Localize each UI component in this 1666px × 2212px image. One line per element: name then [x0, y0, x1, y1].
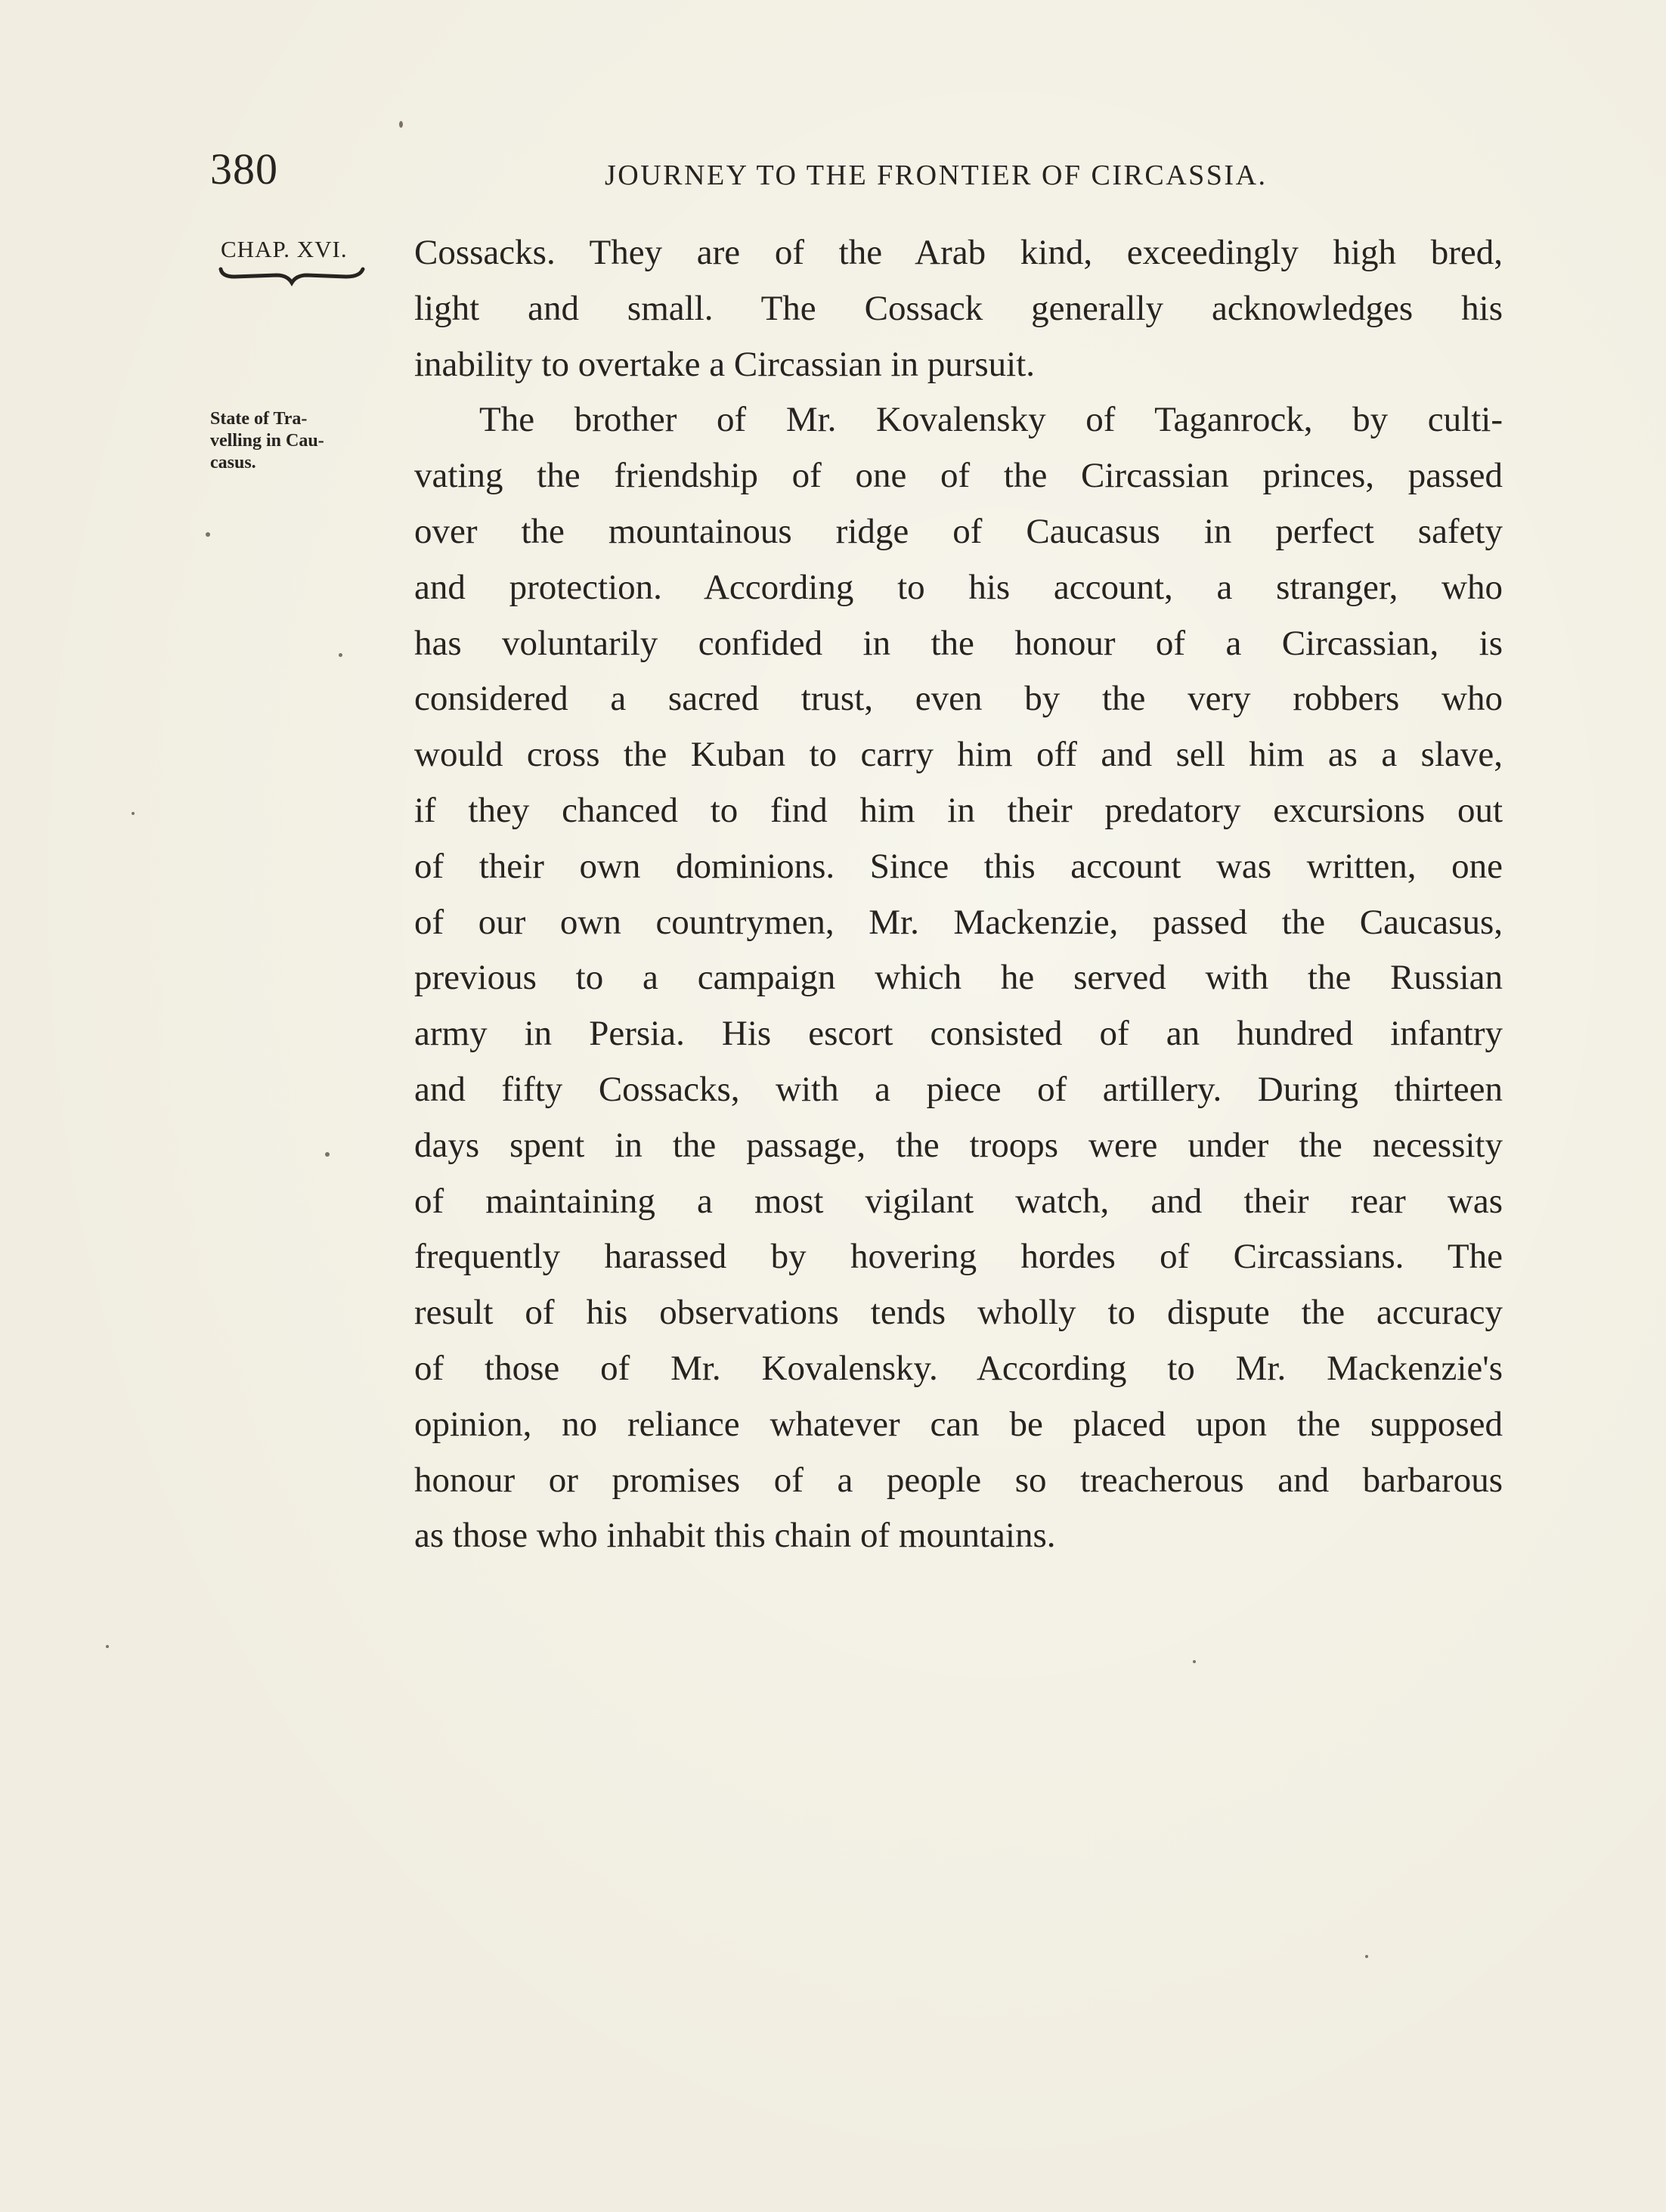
paper-speck [1365, 1955, 1368, 1958]
paper-speck [132, 812, 135, 815]
paper-speck [325, 1152, 330, 1157]
margin-note [210, 408, 376, 474]
paper-speck [399, 121, 403, 128]
text-line: over the mountainous ridge of Caucasus in perfect safety [414, 511, 1503, 551]
paper-speck [206, 532, 210, 537]
text-line: and protection. According to his account, a stranger, who [414, 567, 1503, 607]
text-line: honour or promises of a people so treacherous and barbarous [414, 1460, 1503, 1500]
text-line: of those of Mr. Kovalensky. According to Mr. Mackenzie's [414, 1348, 1503, 1388]
body-text [414, 225, 1503, 1564]
text-line: light and small. The Cossack generally acknowledges his [414, 288, 1503, 328]
text-line: vating the friendship of one of the Circassian princes, passed [414, 456, 1503, 496]
text-line: frequently harassed by hovering hordes of Circassians. The [414, 1237, 1503, 1277]
text-line: previous to a campaign which he served with the Russian [414, 958, 1503, 998]
text-line: and fifty Cossacks, with a piece of artillery. During thirteen [414, 1069, 1503, 1109]
text-line: Cossacks. They are of the Arab kind, exceedingly high bred, [414, 233, 1503, 272]
text-line: as those who inhabit this chain of mountains. [414, 1516, 1056, 1556]
text-line: of our own countrymen, Mr. Mackenzie, passed the Caucasus, [414, 902, 1503, 942]
chapter-brace-ornament [218, 266, 369, 292]
paper-speck [339, 653, 342, 657]
chapter-label: CHAP. XVI. [221, 236, 348, 262]
text-line: would cross the Kuban to carry him off and sell him as a slave, [414, 735, 1503, 775]
text-line: of their own dominions. Since this account was written, one [414, 846, 1503, 886]
running-head: JOURNEY TO THE FRONTIER OF CIRCASSIA. [605, 160, 1268, 191]
text-line: result of his observations tends wholly to dispute the accuracy [414, 1293, 1503, 1333]
paragraph-first-line: The brother of Mr. Kovalensky of Taganrock, by culti- [479, 400, 1503, 440]
margin-note-line: State of Tra- [210, 409, 308, 429]
text-line: opinion, no reliance whatever can be placed upon the supposed [414, 1404, 1503, 1444]
text-line: inability to overtake a Circassian in pursuit. [414, 344, 1036, 384]
page-number: 380 [210, 144, 278, 194]
paper-speck [106, 1645, 109, 1648]
paper-speck [1193, 1660, 1196, 1663]
text-line: army in Persia. His escort consisted of an hundred infantry [414, 1014, 1503, 1054]
margin-note-line: velling in Cau- [210, 431, 324, 451]
text-line: days spent in the passage, the troops were under the necessity [414, 1125, 1503, 1165]
margin-note-line: casus. [210, 453, 256, 472]
text-line: if they chanced to find him in their predatory excursions out [414, 790, 1503, 830]
text-line: considered a sacred trust, even by the very robbers who [414, 679, 1503, 719]
text-line: has voluntarily confided in the honour of a Circassian, is [414, 623, 1503, 663]
text-line: of maintaining a most vigilant watch, and their rear was [414, 1181, 1503, 1221]
